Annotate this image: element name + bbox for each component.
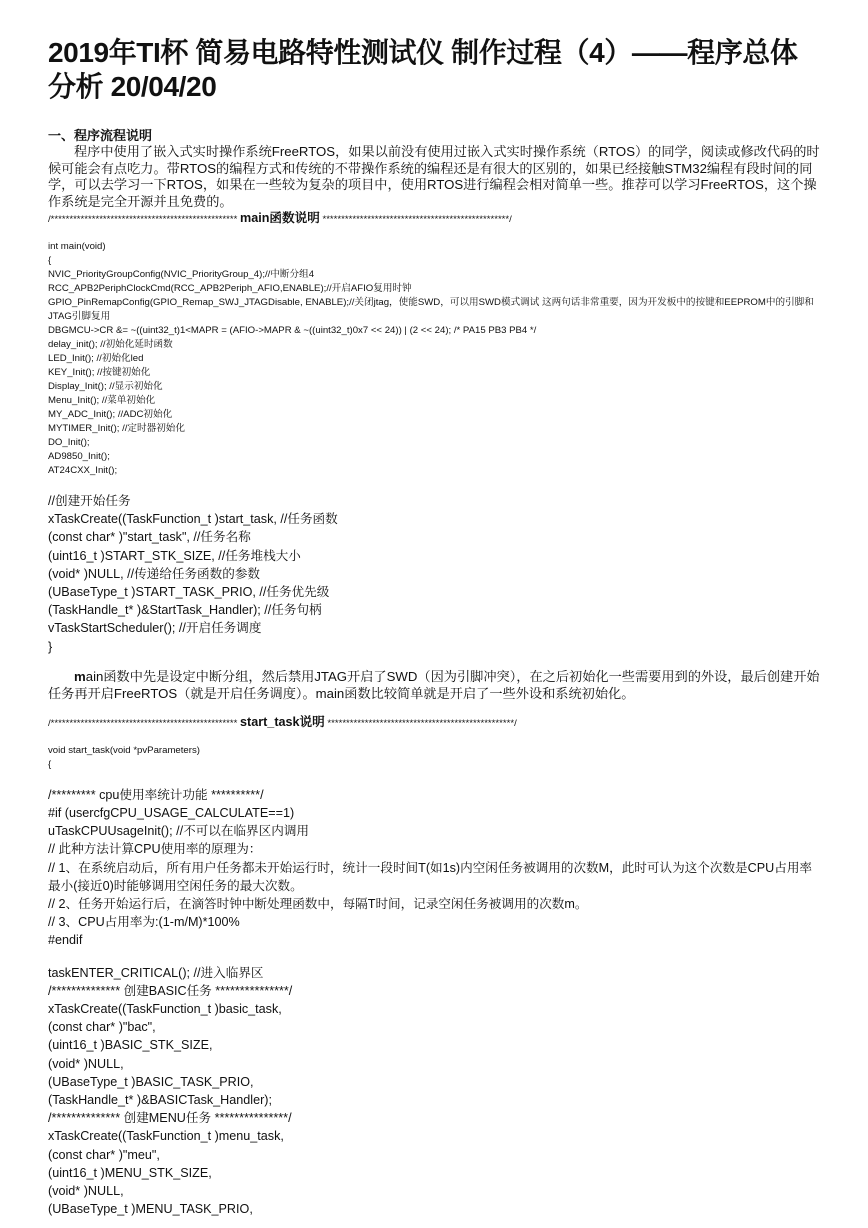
code-line: #if (usercfgCPU_USAGE_CALCULATE==1)	[48, 806, 295, 821]
code-line: AT24CXX_Init();	[48, 465, 118, 476]
code-line: // 2、任务开始运行后，在滴答时钟中断处理函数中，每隔T时间，记录空闲任务被调用的次数m。	[48, 897, 588, 912]
code-line: Menu_Init(); //菜单初始化	[48, 395, 156, 406]
code-line: (uint16_t )BASIC_STK_SIZE,	[48, 1038, 213, 1053]
divider-stars-left: /**************************************************	[48, 717, 238, 729]
code-line: //创建开始任务	[48, 494, 131, 508]
code-line: (uint16_t )START_STK_SIZE, //任务堆栈大小	[48, 548, 301, 563]
code-line: vTaskStartScheduler(); //开启任务调度	[48, 621, 262, 636]
code-line: (void* )NULL,	[48, 1184, 124, 1199]
code-line: taskENTER_CRITICAL(); //进入临界区	[48, 965, 264, 980]
code-line: (TaskHandle_t* )&StartTask_Handler); //任务句柄	[48, 603, 322, 618]
code-line: /********* cpu使用率统计功能 **********/	[48, 787, 264, 802]
code-line: (const char* )"meu",	[48, 1147, 160, 1162]
code-line: RCC_APB2PeriphClockCmd(RCC_APB2Periph_AFIO,ENABLE);//开启AFIO复用时钟	[48, 283, 412, 294]
code-line: int main(void)	[48, 241, 106, 252]
code-line: // 1、在系统启动后，所有用户任务都未开始运行时，统计一段时间T(如1s)内空闲任务被调用的次数M，此时可认为这个次数是CPU占用率最小(接近0)时能够调用空闲任务的最大次数。	[48, 860, 813, 893]
code-line: #endif	[48, 933, 83, 948]
divider-label: main函数说明	[240, 211, 320, 225]
code-line: (UBaseType_t )MENU_TASK_PRIO,	[48, 1202, 253, 1217]
code-line: DBGMCU->CR &= ~((uint32_t)1<MAPR = (AFIO->MAPR & ~((uint32_t)0x7 << 24)) | (2 << 24); /* PA15 PB3 PB4 */	[48, 325, 537, 336]
code-line: uTaskCPUUsageInit(); //不可以在临界区内调用	[48, 824, 310, 839]
code-line: AD9850_Init();	[48, 451, 110, 462]
main-divider	[48, 210, 823, 228]
divider-stars-right: **************************************************/	[322, 214, 512, 225]
code-line: {	[48, 758, 52, 770]
code-line: Display_Init(); //显示初始化	[48, 381, 163, 392]
divider-stars-right: **************************************************/	[327, 717, 517, 729]
code-line: (void* )NULL, //传递给任务函数的参数	[48, 566, 261, 581]
code-line: (UBaseType_t )START_TASK_PRIO, //任务优先级	[48, 585, 330, 600]
code-line: {	[48, 255, 52, 266]
main-task-code-block	[48, 492, 823, 656]
code-line: NVIC_PriorityGroupConfig(NVIC_PriorityGroup_4);//中断分组4	[48, 269, 315, 280]
code-line: /************** 创建BASIC任务 ***************/	[48, 983, 293, 998]
explanation-bold-letter: m	[74, 668, 86, 684]
code-line: LED_Init(); //初始化led	[48, 353, 144, 364]
code-line: KEY_Init(); //按键初始化	[48, 367, 151, 378]
divider-stars-left: /**************************************************	[48, 214, 238, 225]
code-line: (const char* )"start_task", //任务名称	[48, 530, 251, 545]
code-line: (void* )NULL,	[48, 1056, 124, 1071]
cpu-usage-code-block	[48, 786, 823, 950]
code-line: xTaskCreate((TaskFunction_t )start_task, //任务函数	[48, 512, 338, 527]
code-line: (const char* )"bac",	[48, 1020, 156, 1035]
code-line: DO_Init();	[48, 437, 90, 448]
code-line: (uint16_t )MENU_STK_SIZE,	[48, 1165, 212, 1180]
start-task-divider	[48, 714, 823, 732]
page-title: 2019年TI杯 简易电路特性测试仪 制作过程（4）——程序总体分析 20/04/20	[48, 37, 798, 102]
main-explanation	[48, 668, 823, 702]
intro-paragraph: 程序中使用了嵌入式实时操作系统FreeRTOS，如果以前没有使用过嵌入式实时操作系统（RTOS）的同学，阅读或修改代码的时候可能会有点吃力。带RTOS的编程方式和传统的不带操作系统的编程还是有很大的区别的，如果已经接触STM32编程有段时间的同学，可以去学习一下RTOS，如果在一些较为复杂的项目中，使用RTOS进行编程会相对简单一些。推荐可以学习FreeRTOS，这个操作系统是完全开源并且免费的。	[48, 144, 820, 209]
code-line: // 3、CPU占用率为:(1-m/M)*100%	[48, 915, 240, 930]
document-page	[48, 36, 823, 1219]
code-line: (TaskHandle_t* )&BASICTask_Handler);	[48, 1093, 272, 1108]
code-line: MY_ADC_Init(); //ADC初始化	[48, 409, 173, 420]
start-task-header-code	[48, 744, 823, 772]
divider-label: start_task说明	[240, 714, 325, 729]
explanation-text: ain函数中先是设定中断分组，然后禁用JTAG开启了SWD（因为引脚冲突），在之后初始化一些需要用到的外设，最后创建开始任务再开启FreeRTOS（就是开启任务调度）。main函数比较简单就是开启了一些外设和系统初始化。	[48, 668, 820, 701]
code-line: void start_task(void *pvParameters)	[48, 744, 200, 756]
code-line: xTaskCreate((TaskFunction_t )basic_task,	[48, 1002, 282, 1017]
code-line: }	[48, 639, 53, 654]
code-line: // 此种方法计算CPU使用率的原理为：	[48, 842, 262, 857]
code-line: (UBaseType_t )BASIC_TASK_PRIO,	[48, 1074, 254, 1089]
code-line: GPIO_PinRemapConfig(GPIO_Remap_SWJ_JTAGDisable, ENABLE);//关闭jtag，使能SWD，可以用SWD模式调试 这两句话非常重要，因为开发板中的按键和EEPROM中的引脚和JTAG引脚复用	[48, 297, 814, 322]
code-line: MYTIMER_Init(); //定时器初始化	[48, 423, 185, 434]
code-line: xTaskCreate((TaskFunction_t )menu_task,	[48, 1129, 284, 1144]
section-heading: 一、程序流程说明	[48, 128, 153, 143]
code-line: delay_init(); //初始化延时函数	[48, 339, 173, 350]
main-code-block	[48, 240, 823, 478]
task-create-code-block	[48, 964, 823, 1219]
code-line: /************** 创建MENU任务 ***************/	[48, 1111, 292, 1126]
